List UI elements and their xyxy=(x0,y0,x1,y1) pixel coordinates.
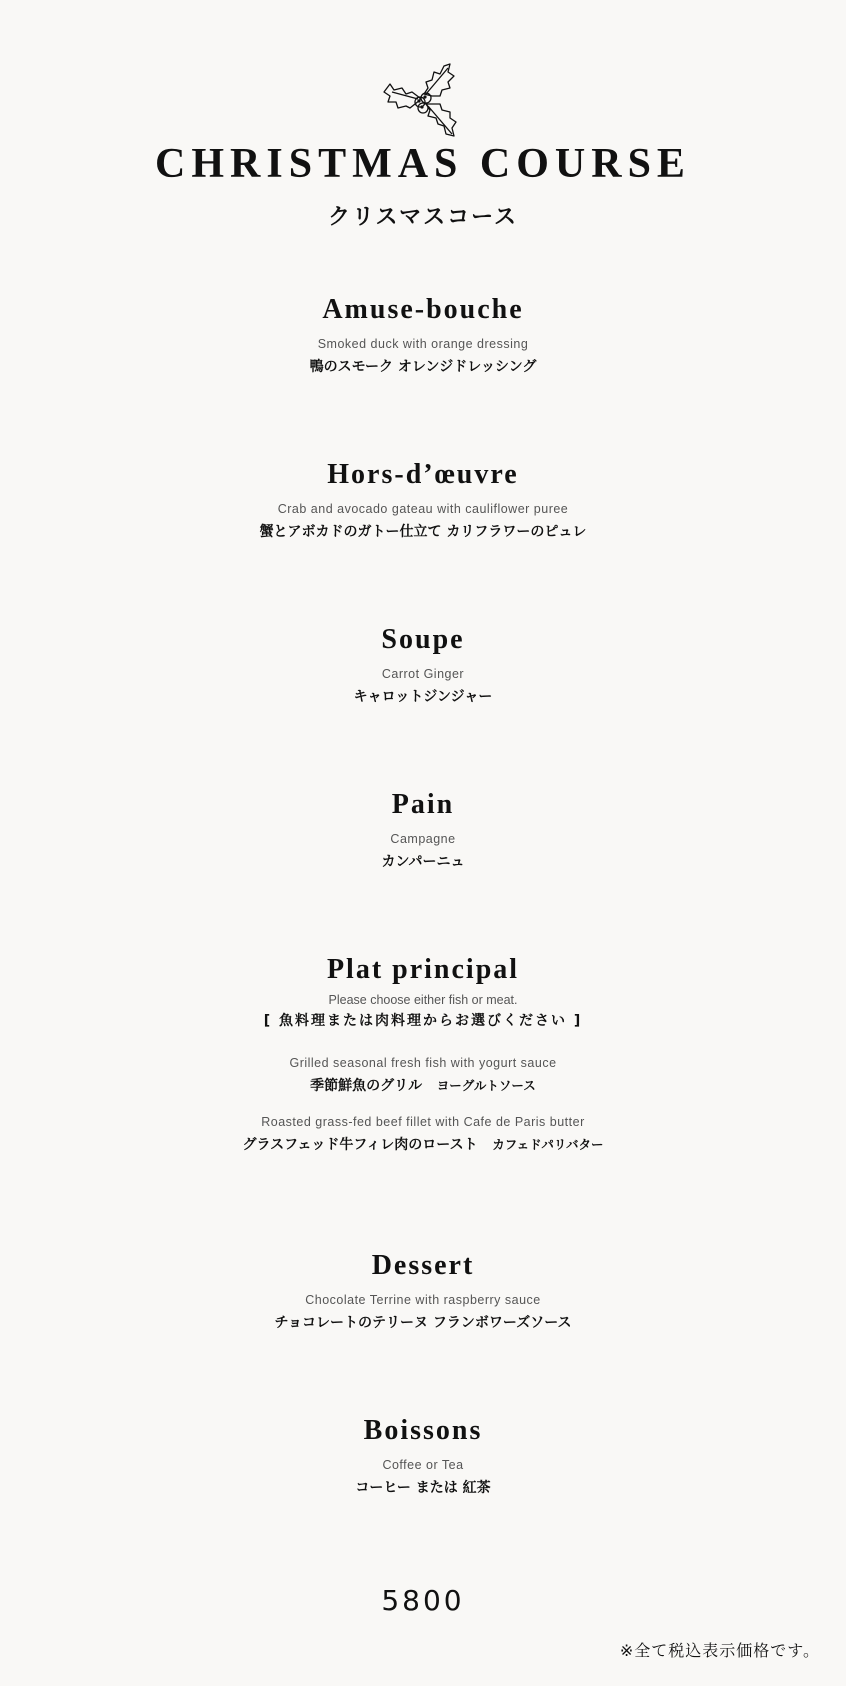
course-dessert xyxy=(0,1248,846,1333)
course-heading: Boissons xyxy=(363,1415,483,1446)
course-heading: Soupe xyxy=(381,624,465,655)
dish-english: Campagne xyxy=(390,832,456,846)
dish-japanese xyxy=(0,1135,846,1155)
dish-japanese: チョコレートのテリーヌ フランボワーズソース xyxy=(274,1315,572,1331)
dish-japanese xyxy=(0,1076,846,1096)
course-price: 5800 xyxy=(381,1584,465,1617)
dish-japanese-sub: ヨーグルトソース xyxy=(436,1078,536,1093)
choice-note-english: Please choose either fish or meat. xyxy=(328,993,518,1007)
dish-japanese-main: グラスフェッド牛フィレ肉のロースト xyxy=(242,1137,478,1153)
course-heading: Plat principal xyxy=(326,954,520,985)
holly-icon xyxy=(382,62,464,138)
course-hors-doeuvre xyxy=(0,457,846,542)
dish-japanese-sub: カフェドパリバター xyxy=(492,1137,604,1152)
dish-english: Carrot Ginger xyxy=(381,667,465,681)
dish-japanese: 蟹とアボカドのガトー仕立て カリフラワーのピュレ xyxy=(259,524,587,540)
dish-english: Chocolate Terrine with raspberry sauce xyxy=(305,1293,541,1307)
dish-japanese: キャロットジンジャー xyxy=(353,689,493,705)
fish-option xyxy=(0,1055,846,1096)
dish-english: Grilled seasonal fresh fish with yogurt sauce xyxy=(289,1056,557,1070)
choice-note-japanese: [ 魚料理または肉料理からお選びください ] xyxy=(263,1013,583,1029)
course-heading: Dessert xyxy=(371,1250,475,1281)
dish-english: Smoked duck with orange dressing xyxy=(317,337,529,351)
course-pain xyxy=(0,787,846,872)
dish-japanese-main: 季節鮮魚のグリル xyxy=(310,1078,423,1094)
course-heading: Hors-d’œuvre xyxy=(327,459,519,490)
tax-note: ※全て税込表示価格です。 xyxy=(619,1641,820,1660)
dish-english: Crab and avocado gateau with cauliflower puree xyxy=(277,502,569,516)
dish-japanese: 鴨のスモーク オレンジドレッシング xyxy=(309,359,537,375)
dish-english: Coffee or Tea xyxy=(382,1458,464,1472)
course-heading: Amuse-bouche xyxy=(322,294,524,325)
course-title-en: CHRISTMAS COURSE xyxy=(155,141,691,187)
dish-japanese: カンパーニュ xyxy=(381,854,465,870)
meat-option xyxy=(0,1114,846,1155)
dish-japanese: コーヒー または 紅茶 xyxy=(355,1480,491,1496)
course-amuse-bouche xyxy=(0,292,846,377)
dish-english: Roasted grass-fed beef fillet with Cafe de Paris butter xyxy=(261,1115,585,1129)
course-plat-principal xyxy=(0,952,846,1155)
course-soupe xyxy=(0,622,846,707)
course-boissons xyxy=(0,1413,846,1498)
course-heading: Pain xyxy=(391,789,455,820)
course-title-ja: クリスマスコース xyxy=(327,205,519,230)
